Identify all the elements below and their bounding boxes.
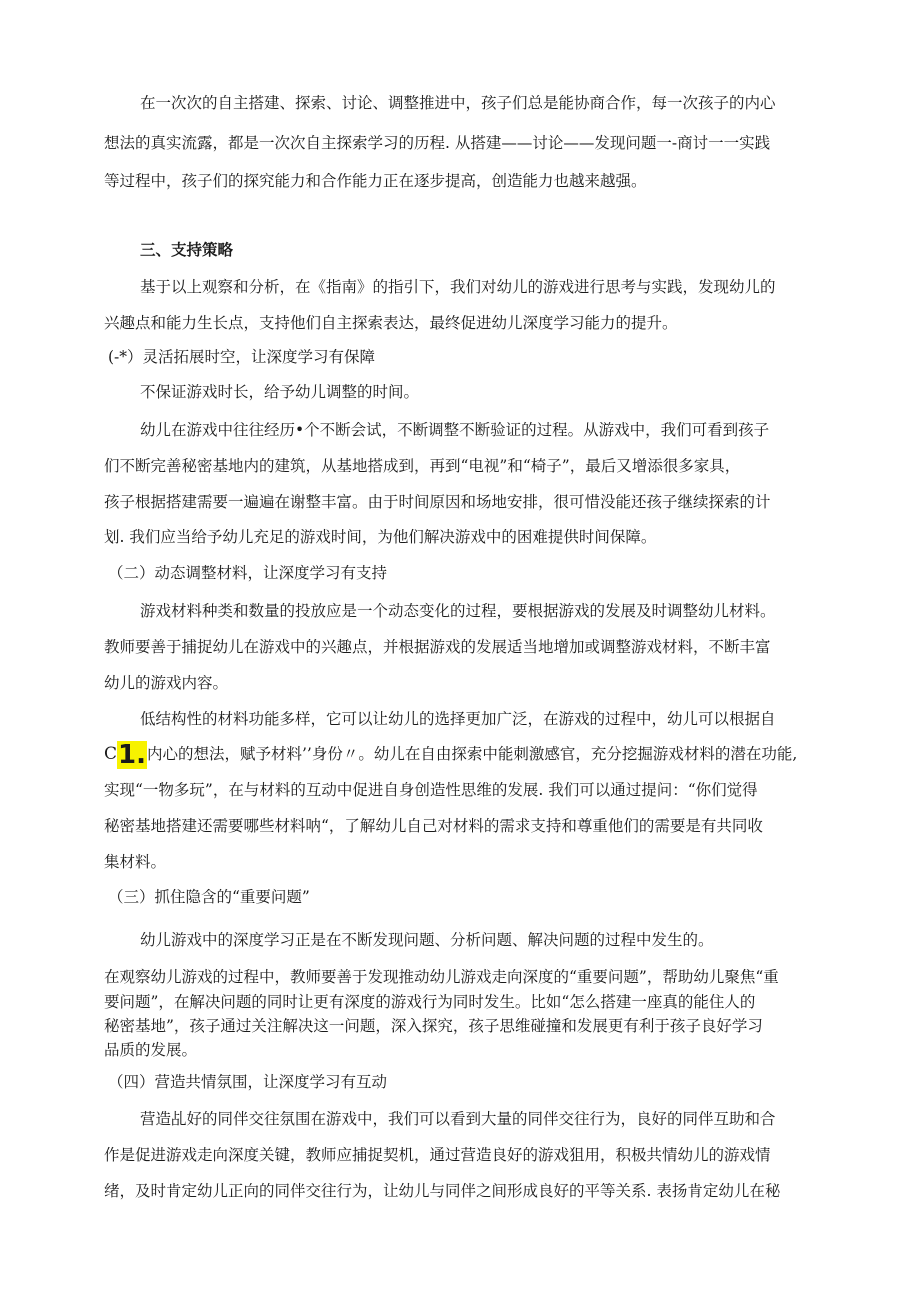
highlighted-marker: 1.: [118, 740, 146, 770]
paragraph-line: 营造乩好的同伴交往氛围在游戏中，我们可以看到大量的同伴交往行为，良好的同伴互助和合: [140, 1110, 776, 1128]
paragraph-line: [104, 741, 840, 769]
paragraph-line: 划. 我们应当给予幼儿充足的游戏时间，为他们解决游戏中的困难提供时间保障。: [104, 528, 657, 546]
paragraph-line: 品质的发展。: [104, 1041, 198, 1059]
paragraph-line: 绪，及时肯定幼儿正向的同伴交往行为，让幼儿与同伴之间形成良好的平等关系. 表扬肯定幼儿在秘: [104, 1182, 781, 1200]
paragraph-line: 秘密基地搭建还需要哪些材料呐“，了解幼儿自己对材料的需求支持和尊重他们的需要是有共同收: [104, 817, 763, 835]
paragraph-line: 教师要善于捕捉幼儿在游戏中的兴趣点，并根据游戏的发展适当地增加或调整游戏材料，不断丰富: [104, 638, 771, 656]
paragraph-line: 们不断完善秘密基地内的建筑，从基地搭成到，再到“电视”和“椅子”，最后又增添很多家具，: [104, 457, 741, 475]
paragraph-line: 要问题”，在解决问题的同时让更有深度的游戏行为同时发生。比如“怎么搭建一座真的能住人的: [104, 993, 756, 1011]
paragraph-line: 想法的真实流露，都是一次次自主探索学习的历程. 从搭建——讨论——发现问题一-商讨一一实践: [104, 134, 771, 152]
paragraph-line: 基于以上观察和分析，在《指南》的指引下，我们对幼儿的游戏进行思考与实践，发现幼儿的: [140, 278, 776, 296]
line-text: 内心的想法，赋予材料’’身份〃。幼儿在自由探索中能刺激感官，充分挖掘游戏材料的潜在功能,: [146, 745, 798, 763]
subsection-heading: (-*）灵活拓展时空，让深度学习有保障: [108, 348, 376, 366]
paragraph-line: 幼儿游戏中的深度学习正是在不断发现问题、分析问题、解决问题的过程中发生的。: [140, 931, 714, 949]
paragraph-line: 孩子根据搭建需要一遍遍在谢整丰富。由于时间原因和场地安排，很可惜没能还孩子继续探索的计: [104, 493, 771, 511]
stray-letter: C: [104, 744, 118, 764]
paragraph-line: 等过程中，孩子们的探究能力和合作能力正在逐步提高，创造能力也越来越强。: [104, 172, 647, 190]
paragraph-line: 在观察幼儿游戏的过程中，教师要善于发现推动幼儿游戏走向深度的“重要问题”，帮助幼儿聚焦“重: [104, 968, 779, 986]
subsection-heading: （四）营造共情氛围，让深度学习有互动: [108, 1073, 388, 1091]
paragraph-line: 不保证游戏时长，给予幼儿调整的时间。: [140, 383, 420, 401]
paragraph-line: 实现“一物多玩”，在与材料的互动中促进自身创造性思维的发展. 我们可以通过提问：“你们觉得: [104, 781, 758, 799]
paragraph-line: 在一次次的自主搭建、探索、讨论、调整推进中，孩子们总是能协商合作，每一次孩子的内心: [140, 94, 776, 112]
paragraph-line: 集材料。: [104, 853, 167, 871]
paragraph-line: 幼儿的游戏内容。: [104, 674, 229, 692]
subsection-heading: （三）抓住隐含的“重要问题”: [108, 888, 310, 906]
paragraph-line: 作是促进游戏走向深度关键，教师应捕捉契机，通过营造良好的游戏狙用，积极共情幼儿的游戏情: [104, 1146, 771, 1164]
section-heading: 三、支持策略: [140, 241, 234, 259]
paragraph-line: 游戏材料种类和数量的投放应是一个动态变化的过程，要根据游戏的发展及时调整幼儿材料。: [140, 602, 776, 620]
paragraph-line: 低结构性的材料功能多样，它可以让幼儿的选择更加广泛，在游戏的过程中，幼儿可以根据自: [140, 710, 776, 728]
subsection-heading: （二）动态调整材料，让深度学习有支持: [108, 564, 388, 582]
paragraph-line: 秘密基地”，孩子通过关注解决这一问题，深入探究，孩子思维碰撞和发展更有利于孩子良好学习: [104, 1017, 763, 1035]
paragraph-line: 兴趣点和能力生长点，支持他们自主探索表达，最终促进幼儿深度学习能力的提升。: [104, 314, 678, 332]
paragraph-line: 幼儿在游戏中往往经历•个不断会试，不断调整不断验证的过程。从游戏中，我们可看到孩子: [140, 421, 770, 439]
